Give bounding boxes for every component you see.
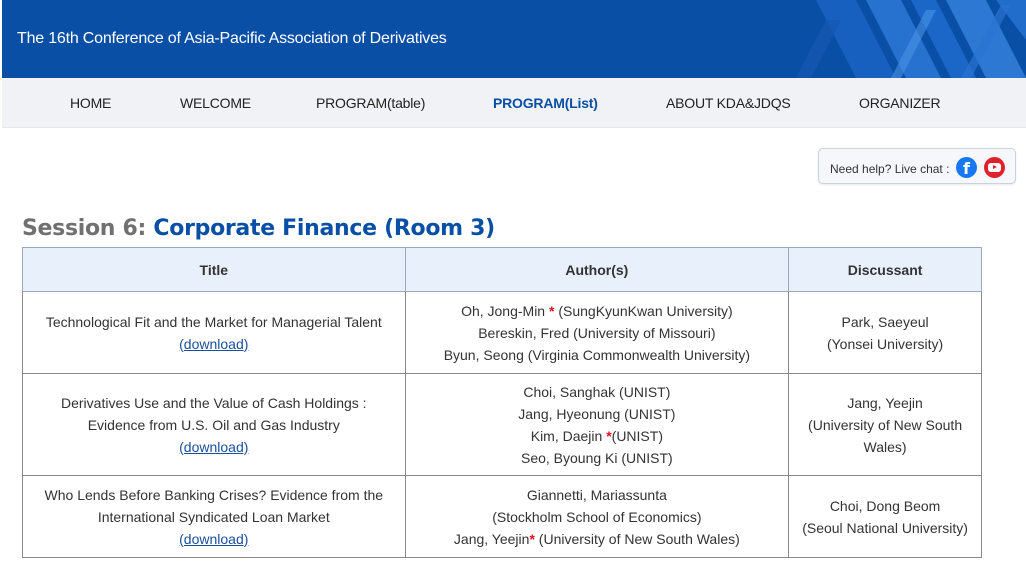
paper-title-cell (23, 476, 406, 558)
discussant-name: Jang, Yeejin (847, 394, 923, 411)
discussant-name: Choi, Dong Beom (829, 497, 941, 514)
nav-home[interactable]: HOME (70, 95, 112, 111)
discussant-cell (789, 374, 982, 476)
session-heading (22, 216, 495, 241)
header-title: Title (23, 248, 406, 292)
download-link[interactable]: (download) (179, 530, 249, 547)
download-link[interactable]: (download) (179, 335, 249, 352)
author-line: Byun, Seong (Virginia Commonwealth University) (443, 346, 751, 363)
site-title: The 16th Conference of Asia-Pacific Association of Derivatives (17, 30, 447, 47)
author-line: Choi, Sanghak (UNIST) (523, 383, 671, 400)
download-link[interactable]: (download) (179, 438, 249, 455)
top-banner (2, 0, 1026, 78)
author-line: (Stockholm School of Economics) (492, 508, 702, 525)
author-line: Jang, Hyeonung (UNIST) (518, 405, 676, 422)
nav-program-table[interactable]: PROGRAM(table) (316, 95, 426, 111)
presenter-star: * (606, 427, 612, 444)
nav-about[interactable]: ABOUT KDA&JDQS (666, 95, 791, 111)
discussant-cell (789, 476, 982, 558)
youtube-icon[interactable] (984, 157, 1005, 178)
author-line: Kim, Daejin *(UNIST) (530, 427, 663, 444)
author-line: Jang, Yeejin* (University of New South Wales) (453, 530, 740, 547)
nav-welcome[interactable]: WELCOME (180, 95, 251, 111)
header-authors: Author(s) (405, 248, 789, 292)
discussant-name: Park, Saeyeul (841, 313, 929, 330)
discussant-cell (789, 292, 982, 374)
discussant-affil: Wales) (863, 438, 907, 455)
main-nav (2, 78, 1026, 128)
authors-cell (405, 374, 789, 476)
table-row (23, 374, 982, 476)
author-line: Seo, Byoung Ki (UNIST) (520, 449, 673, 466)
paper-title: Evidence from U.S. Oil and Gas Industry (87, 416, 340, 433)
session-name: Corporate Finance (Room 3) (153, 216, 495, 241)
table-row (23, 476, 982, 558)
session-prefix: Session 6: (22, 216, 154, 241)
facebook-icon[interactable]: f (956, 157, 977, 178)
paper-title-cell (23, 374, 406, 476)
author-line: Bereskin, Fred (University of Missouri) (478, 324, 716, 341)
program-table (22, 247, 982, 558)
author-line: Giannetti, Mariassunta (526, 486, 667, 503)
table-header-row (23, 248, 982, 292)
discussant-affil: (Yonsei University) (826, 335, 944, 352)
authors-cell (405, 292, 789, 374)
authors-cell (405, 476, 789, 558)
paper-title: Technological Fit and the Market for Managerial Talent (45, 313, 382, 330)
nav-organizer[interactable]: ORGANIZER (859, 95, 941, 111)
banner-decoration (796, 0, 1026, 78)
discussant-affil: (University of New South (808, 416, 963, 433)
author-line: Oh, Jong-Min * (SungKyunKwan University) (461, 302, 733, 319)
paper-title: International Syndicated Loan Market (97, 508, 330, 525)
paper-title: Who Lends Before Banking Crises? Evidence from the (44, 486, 384, 503)
live-chat-box (818, 148, 1016, 184)
presenter-star: * (529, 530, 535, 547)
table-row (23, 292, 982, 374)
paper-title-cell (23, 292, 406, 374)
help-text: Need help? Live chat : (830, 162, 950, 176)
nav-program-list[interactable]: PROGRAM(List) (493, 95, 598, 111)
header-discussant: Discussant (789, 248, 982, 292)
paper-title: Derivatives Use and the Value of Cash Holdings : (60, 394, 367, 411)
discussant-affil: (Seoul National University) (802, 519, 968, 536)
presenter-star: * (545, 302, 555, 319)
